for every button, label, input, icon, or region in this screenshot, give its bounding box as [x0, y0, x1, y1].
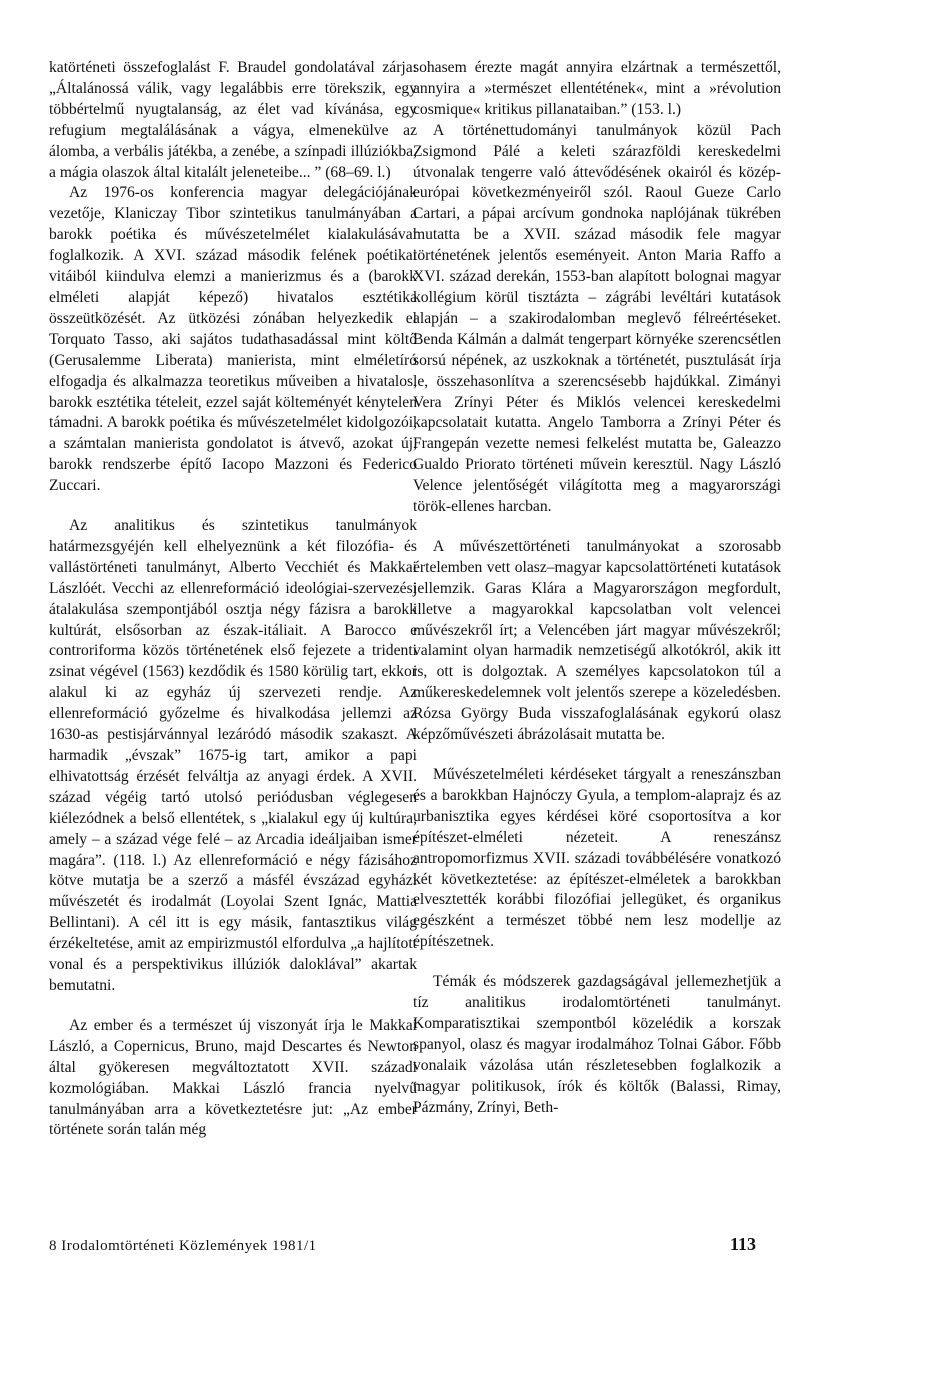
paragraph: katörténeti összefoglalást F. Braudel gondolatával zárja: „Általánossá válik, vagy legalábbis erre törekszik, egy többértelmű nyugtalanság, az élet vad kívánása, egy refugium megtalálásának a vágya, elmenekülve az álomba, a verbális játékba, a zenébe, a színpadi illúziókba, a mágia olaszok által kitalált jeleneteibe... ” (68–69. l.) [49, 59, 417, 181]
paragraph: Témák és módszerek gazdagságával jellemezhetjük a tíz analitikus irodalomtörténeti tanulmányt. Komparatisztikai szempontból közelédik a korszak spanyol, olasz és magyar irodalmához Tolnai Gábor. Főbb vonalaik vázolása után részletesebben foglalkozik a magyar politikusok, írók és költők (Balassi, Rimay, Pázmány, Zrínyi, Beth- [413, 973, 781, 1116]
paragraph: Az ember és a természet új viszonyát írja le Makkai László, a Copernicus, Bruno, majd Descartes és Newton által gyökeresen megváltoztatott XVII. századi kozmológiában. Makkai László francia nyelvű tanulmányában arra a következtetésre jut: „Az ember története során talán még [49, 1016, 417, 1139]
paragraph: Az analitikus és szintetikus tanulmányok határmezsgyéjén kell elhelyeznünk a két filozófia- és vallástörténeti tanulmányt, Alberto Vecchiét és Makkai Lászlóét. Vecchi az ellenreformáció ideológiai-szervezési átalakulása szempontjából osztja négy fázisra a barokk kultúrát, elsősorban az észak-itáliait. A Barocco e controriforma közös történetének első fejezete a tridenti zsinat végével (1563) kezdődik és 1580 körülig tart, ekkor alakul ki az egyház új szervezeti rendje. Az ellenreformáció győzelme és hivalkodása jellemzi az 1630-as pestisjárvánnyal lezáródó második szakaszt. A harmadik „évszak” 1675-ig tart, amikor a papi elhivatottság érzését felváltja az anyagi érdek. A XVII. század végéig tartó utolsó periódusban véglegesen kiélezódnek a belső ellentétek, s „kialakul egy új kultúra, amely – a század vége felé – az Arcadia ideáljaiban ismer magára”. (118. l.) Az ellenreformáció e négy fázisához kötve mutatja be a szerző a másfél évszázad egyházi művészetét és irodalmát (Loyolai Szent Ignác, Mattia Bellintani). A cél itt is egy másik, fantasztikus világ érzékeltetése, amit az empirizmustól elfordulva „a hajlított vonal és a perspektivikus illúziók daloklával” akartak bemutatni. [49, 517, 417, 994]
paragraph: A történettudományi tanulmányok közül Pach Zsigmond Pálé a keleti szárazföldi kereskedelmi útvonalak tengerre való áttevődésének okairól és közép-európai következményeiről szól. Raoul Gueze Carlo Cartari, a pápai arcívum gondnoka naplójának tükrében mutatta be a XVII. század második fele magyar történetének jelentős eseményeit. Anton Maria Raffo a XVI. század derekán, 1553-ban alapított bolognai magyar kollégium körül tisztázta – zágrábi levéltári kutatások alapján – a szakirodalomban meglevő félreértéseket. Benda Kálmán a dalmát tengerpart környéke szerencsétlen sorsú népének, az uszkoknak a történetét, pusztulását írja le, összehasonlítva a szerencsésebb hajdúkkal. Zimányi Vera Zrínyi Péter és Miklós velencei kereskedelmi kapcsolatait kutatta. Angelo Tamborra a Zrínyi Péter és Frangepán vezette nemesi felkelést mutatta be, Galeazzo Gualdo Priorato történeti művein keresztül. Nagy László Velence jelentőségét világította meg a magyarországi török-ellenes harcban. [413, 121, 781, 516]
paragraph: Az 1976-os konferencia magyar delegációjának vezetője, Klaniczay Tibor szintetikus tanulmányában a barokk poétika és művészetelmélet kialakulásával foglalkozik. A XVI. század második felének poétikai vitáiból kiindulva elemzi a manierizmus és a (barokk elméleti alapját képező) hivatalos esztétika összeütközését. Az ütközési zónában helyezkedik el Torquato Tasso, aki sajátos tudathasadással mint költő (Gerusalemme Liberata) manierista, mint elméletíró elfogadja és alkalmazza teoretikus műveiben a hivatalos, barokk esztétika tételeit, ezzel saját költeményét kénytelen támadni. A barokk poétika és művészetelmélet kidolgozói, a számtalan manierista gondolatot is átvevő, azokat új, barokk rendszerbe építő Iacopo Mazzoni és Federico Zuccari. [49, 184, 417, 495]
paragraph: Művészetelméleti kérdéseket tárgyalt a reneszánszban és a barokkban Hajnóczy Gyula, a templom-alaprajz és az urbanisztika egyes kérdései köré csoportosítva a kor építészet-elméleti nézeteit. A reneszánsz antropomorfizmus XVII. századi továbbélésére vonatkozó két következtetése: az építészet-elméletek a barokkban elvesztették korábbi filozófiai jellegüket, és organikus egészként a természet többé nem lesz modellje az építészetnek. [413, 766, 781, 951]
right-column [413, 58, 781, 1119]
left-column [49, 58, 417, 1141]
paragraph: sohasem érezte magát annyira elzártnak a természettől, annyira a »természet ellentétének«, mint a »révolution cosmique« kritikus pillanataiban.” (153. l.) [413, 59, 781, 118]
paragraph: A művészettörténeti tanulmányokat a szorosabb értelemben vett olasz–magyar kapcsolattörténeti kutatások jellemzik. Garas Klára a Magyarországon megfordult, illetve a magyarokkal kapcsolatban volt velencei művészekről írt; a Velencében járt magyar művészekről; valamint olyan harmadik nemzetiségű alkotókról, akik itt is, ott is dolgoztak. A személyes kapcsolatokon túl a műkereskedelemnek volt jelentős szerepe a közeledésben. Rózsa György Buda visszafoglalásának egykorú olasz képzőművészeti ábrázolásait mutatta be. [413, 537, 781, 744]
journal-footer: 8 Irodalomtörténeti Közlemények 1981/1 [49, 1238, 317, 1254]
page-number: 113 [730, 1234, 757, 1254]
